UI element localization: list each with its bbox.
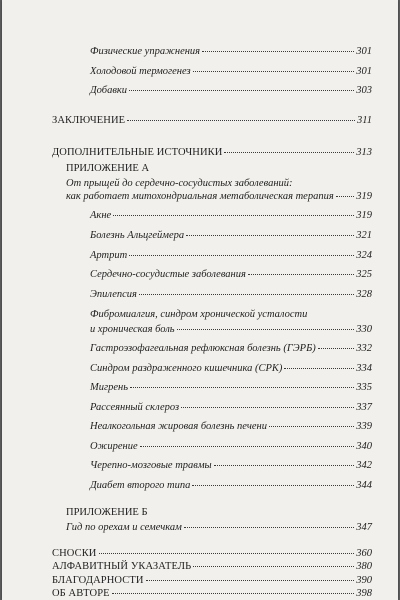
toc-entry-title: Артрит (90, 250, 128, 261)
toc-entry-title: Физические упражнения (90, 46, 201, 57)
toc-section-page: 380 (356, 561, 372, 572)
toc-entry (90, 269, 372, 281)
toc-entry-title: и хроническая боль (90, 324, 175, 335)
toc-section-page: 398 (356, 588, 372, 599)
toc-entry (90, 363, 372, 375)
toc-entry-page: 344 (356, 480, 372, 491)
toc-section-page: 390 (356, 575, 372, 586)
dot-leader (129, 255, 354, 256)
dot-leader (177, 329, 355, 330)
toc-entry (90, 85, 372, 97)
toc-entry-page: 325 (356, 269, 372, 280)
dot-leader (112, 593, 355, 594)
toc-entry (90, 250, 372, 262)
dot-leader (139, 294, 354, 295)
toc-entry (90, 343, 372, 355)
toc-entry-page: 319 (356, 191, 372, 202)
toc-entry-title: Гастроэзофагеальная рефлюксная болезнь (ГЭРБ) (90, 343, 316, 354)
toc-entry-page: 339 (356, 421, 372, 432)
toc-entry-title: Сердечно-сосудистые заболевания (90, 269, 246, 280)
toc-entry-title: Эпилепсия (90, 289, 137, 300)
toc-entry-page: 347 (356, 522, 372, 533)
toc-section-title: АЛФАВИТНЫЙ УКАЗАТЕЛЬ (52, 561, 192, 572)
toc-section (52, 548, 372, 560)
toc-entry-title: Диабет второго типа (90, 480, 191, 491)
toc-entry (90, 46, 372, 58)
toc-section (52, 561, 372, 573)
toc-section (52, 147, 372, 159)
dot-leader (186, 235, 354, 236)
toc-section-title: БЛАГОДАРНОСТИ (52, 575, 144, 586)
toc-section-title: ОБ АВТОРЕ (52, 588, 110, 599)
toc-entry-title: Гид по орехам и семечкам (66, 522, 182, 533)
dot-leader (269, 426, 354, 427)
toc-entry-page: 335 (356, 382, 372, 393)
toc-entry-page: 330 (356, 324, 372, 335)
toc-entry-title: Добавки (90, 85, 128, 96)
dot-leader (184, 527, 354, 528)
toc-entry (90, 210, 372, 222)
appendix-a-heading: ПРИЛОЖЕНИЕ А (66, 163, 150, 174)
dot-leader (193, 566, 354, 567)
dot-leader (214, 465, 355, 466)
toc-entry-title-line1: Фибромиалгия, синдром хронической усталости (90, 309, 308, 320)
toc-entry (90, 460, 372, 472)
toc-entry-title: Синдром раздраженного кишечника (СРК) (90, 363, 283, 374)
toc-entry-page: 324 (356, 250, 372, 261)
toc-entry-page: 301 (356, 46, 372, 57)
toc-section (52, 575, 372, 587)
toc-entry (90, 480, 372, 492)
toc-entry (90, 66, 372, 78)
dot-leader (130, 387, 354, 388)
dot-leader (202, 51, 354, 52)
toc-entry-page: 319 (356, 210, 372, 221)
toc-entry-page: 340 (356, 441, 372, 452)
toc-entry-title: Рассеянный склероз (90, 402, 180, 413)
appendix-b-heading: ПРИЛОЖЕНИЕ Б (66, 507, 148, 518)
dot-leader (193, 71, 355, 72)
dot-leader (224, 152, 354, 153)
dot-leader (192, 485, 354, 486)
toc-entry-page: 321 (356, 230, 372, 241)
toc-entry (90, 289, 372, 301)
toc-entry (90, 324, 372, 336)
dot-leader (181, 407, 354, 408)
dot-leader (284, 368, 354, 369)
toc-entry-page: 328 (356, 289, 372, 300)
toc-entry (90, 402, 372, 414)
toc-section (52, 588, 372, 600)
toc-section-page: 360 (356, 548, 372, 559)
dot-leader (140, 446, 355, 447)
toc-section-title: ДОПОЛНИТЕЛЬНЫЕ ИСТОЧНИКИ (52, 147, 223, 158)
toc-section-title: ЗАКЛЮЧЕНИЕ (52, 115, 126, 126)
dot-leader (113, 215, 354, 216)
toc-entry-page: 342 (356, 460, 372, 471)
toc-section-title: СНОСКИ (52, 548, 97, 559)
toc-entry-title: Акне (90, 210, 112, 221)
dot-leader (99, 553, 355, 554)
toc-entry-page: 332 (356, 343, 372, 354)
toc-entry-page: 301 (356, 66, 372, 77)
toc-entry-title: Ожирение (90, 441, 138, 452)
toc-entry (66, 191, 372, 203)
appendix-a-subtitle-line1: От прыщей до сердечно-сосудистых заболеваний: (66, 178, 293, 189)
dot-leader (248, 274, 354, 275)
toc-entry-page: 303 (356, 85, 372, 96)
dot-leader (318, 348, 354, 349)
toc-entry (90, 421, 372, 433)
toc-entry (90, 382, 372, 394)
toc-entry-page: 337 (356, 402, 372, 413)
dot-leader (127, 120, 355, 121)
toc-entry-title: как работает митохондриальная метаболическая терапия (66, 191, 334, 202)
toc-entry-title: Черепно-мозговые травмы (90, 460, 212, 471)
dot-leader (146, 580, 355, 581)
toc-entry-page: 334 (356, 363, 372, 374)
dot-leader (129, 90, 354, 91)
toc-entry (66, 522, 372, 534)
toc-entry (90, 441, 372, 453)
toc-section (52, 115, 372, 127)
toc-entry (90, 230, 372, 242)
toc-entry-title: Неалкогольная жировая болезнь печени (90, 421, 267, 432)
toc-section-page: 313 (356, 147, 372, 158)
dot-leader (336, 196, 355, 197)
toc-section-page: 311 (357, 115, 372, 126)
toc-entry-title: Холодовой термогенез (90, 66, 191, 77)
toc-entry-title: Мигрень (90, 382, 128, 393)
toc-entry-title: Болезнь Альцгеймера (90, 230, 185, 241)
book-page (2, 0, 398, 600)
